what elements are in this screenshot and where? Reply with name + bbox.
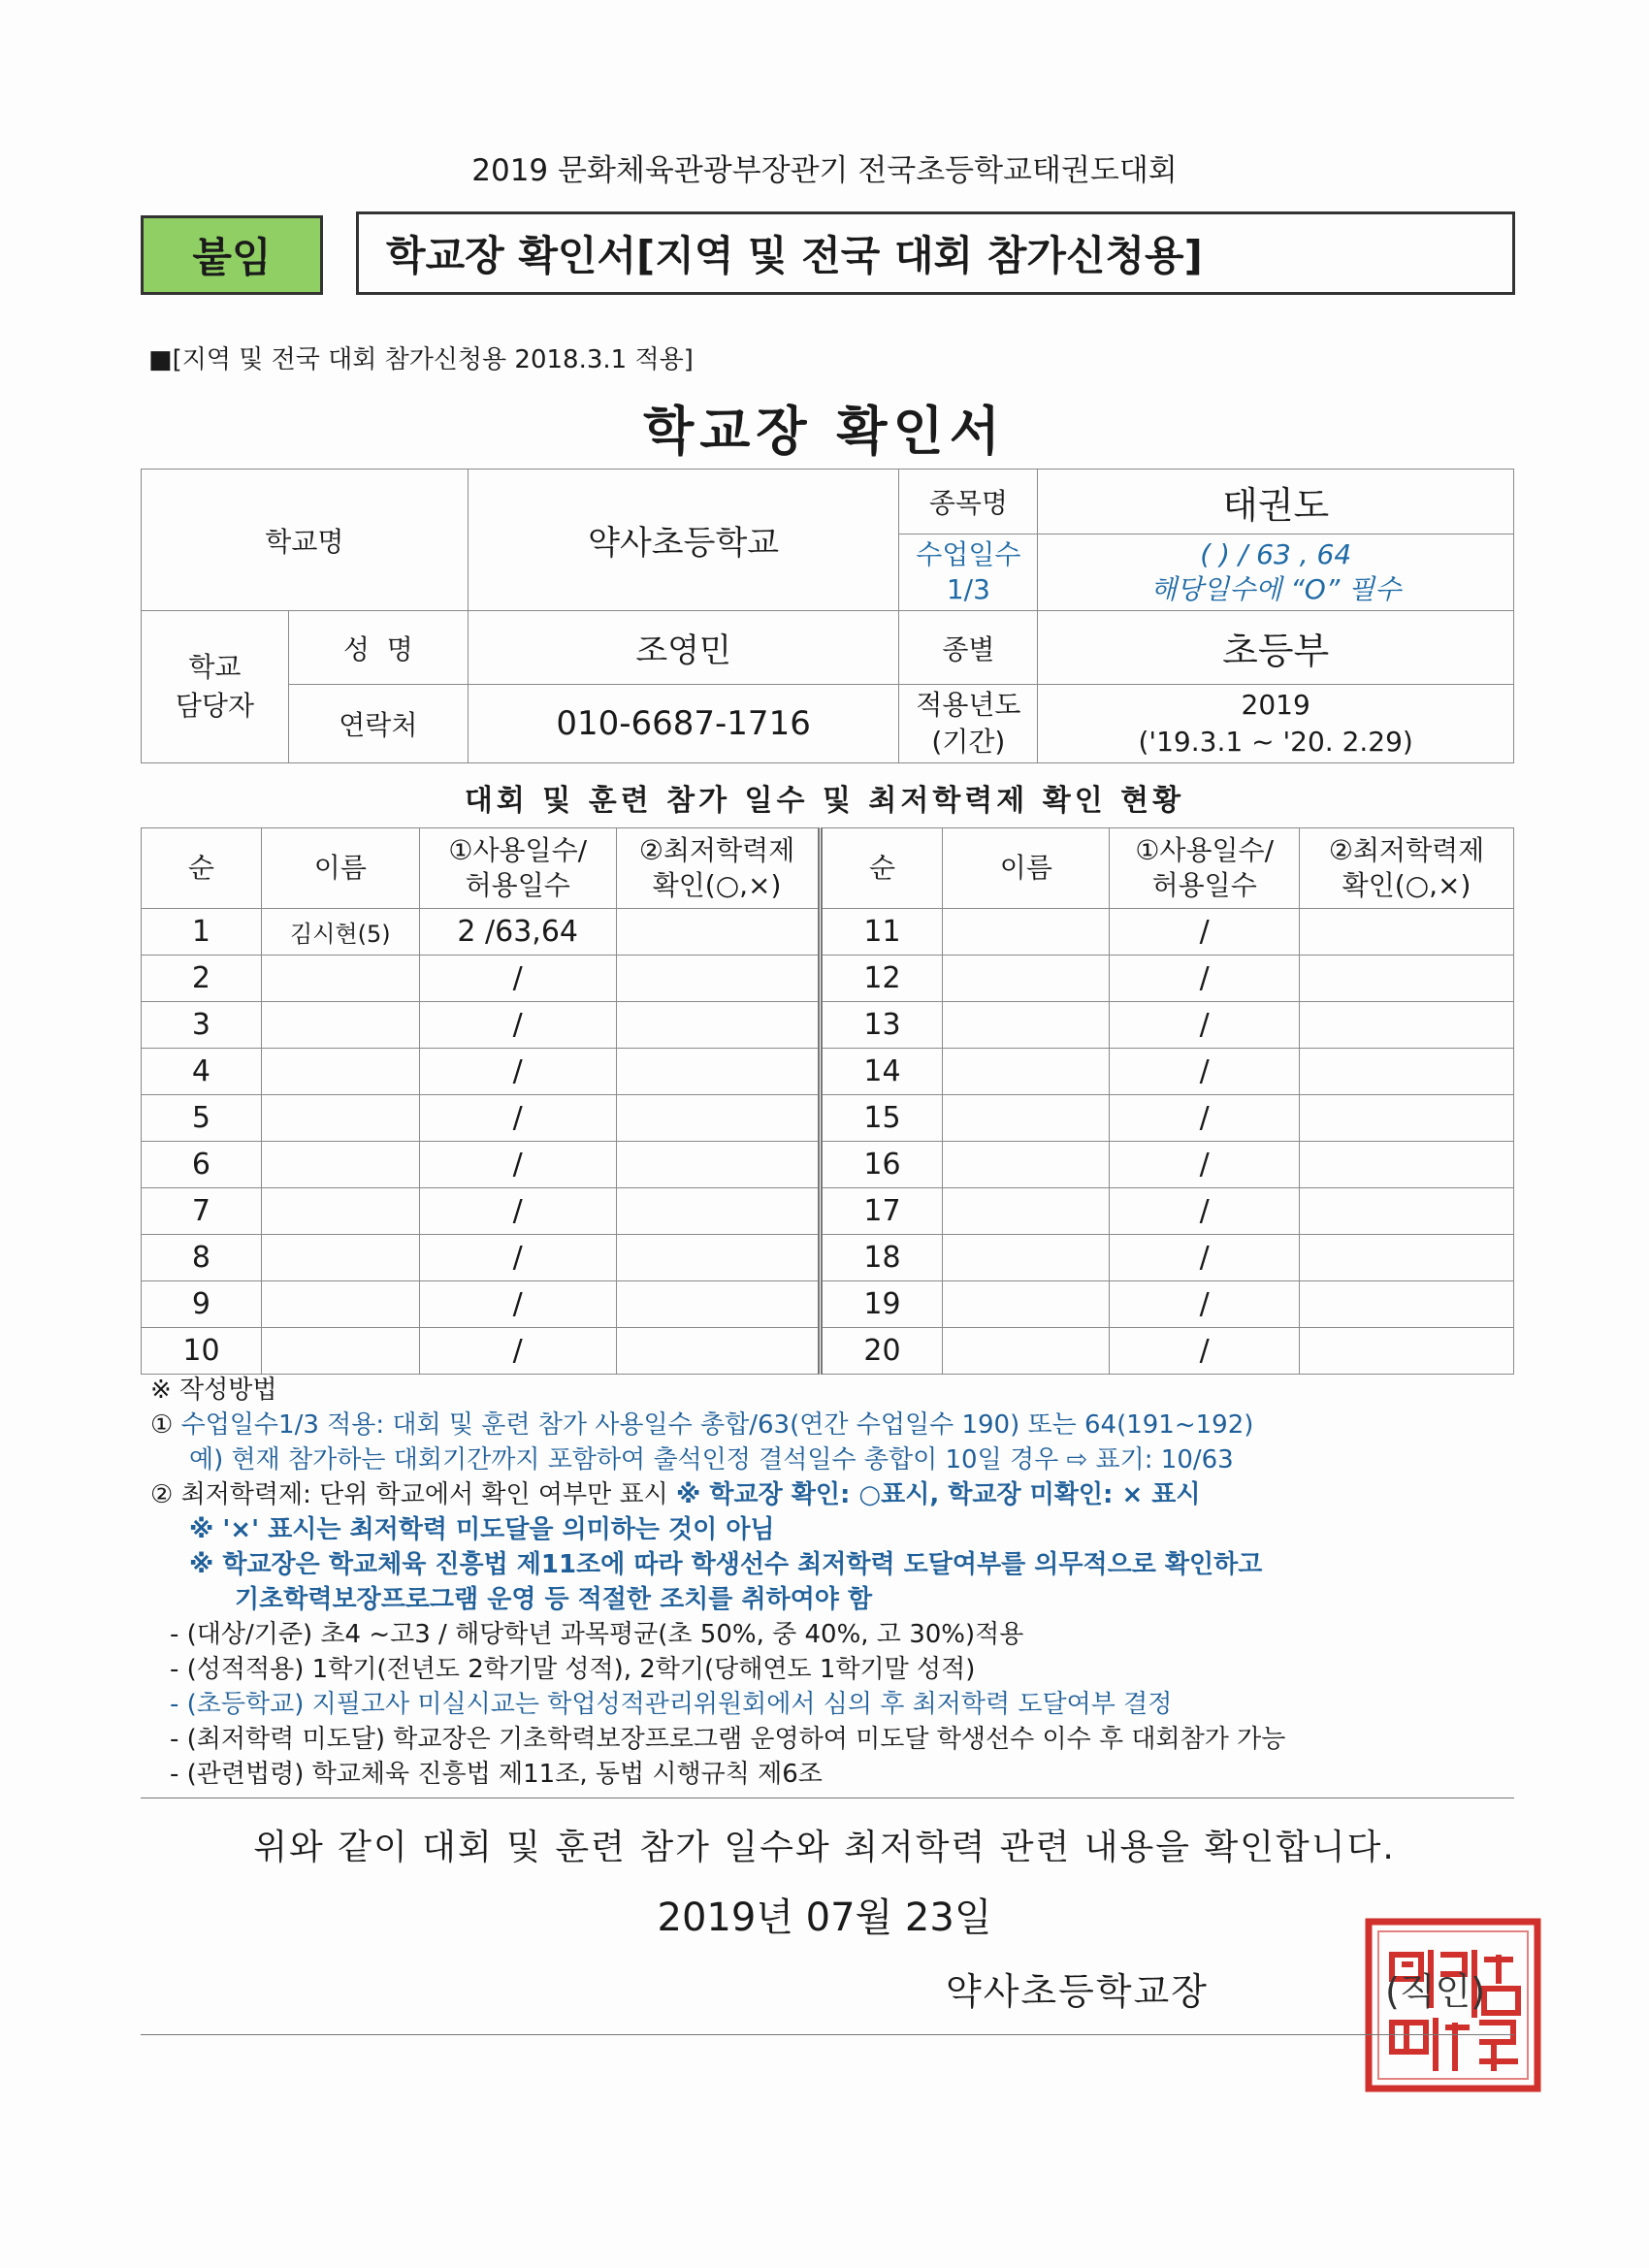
table-row <box>142 1095 1514 1142</box>
school-manager-label-line1: 학교 <box>188 651 242 683</box>
principal-signature-label: 약사초등학교장 <box>946 1970 1209 2013</box>
instructions-heading: ※ 작성방법 <box>150 1376 277 1405</box>
col-header-days-line2: 허용일수 <box>465 869 570 901</box>
used-days: / <box>1110 956 1300 1002</box>
row-number: 18 <box>820 1235 943 1281</box>
student-name <box>943 1281 1110 1328</box>
student-name <box>943 909 1110 956</box>
used-days: / <box>1110 1049 1300 1095</box>
seal-label: (직인) <box>1385 1970 1486 2013</box>
minimum-check <box>616 1281 820 1328</box>
used-days: / <box>419 1142 616 1188</box>
student-name <box>943 1235 1110 1281</box>
used-days: / <box>1110 1235 1300 1281</box>
instruction-4-cont: 기초학력보장프로그램 운영 등 적절한 조치를 취하여야 함 <box>235 1585 873 1614</box>
school-name-value: 약사초등학교 <box>468 470 899 611</box>
apply-year-value-line2: ('19.3.1 ~ '20. 2.29) <box>1138 726 1413 758</box>
instruction-2-number: ② <box>150 1480 174 1509</box>
student-name <box>261 1095 419 1142</box>
minimum-check <box>616 1235 820 1281</box>
table-row <box>142 1049 1514 1095</box>
used-days: / <box>419 1049 616 1095</box>
col-header-minimum-line1: ②최저학력제 <box>638 834 795 866</box>
col-header-no: 순 <box>142 828 262 909</box>
row-number: 6 <box>142 1142 262 1188</box>
minimum-check <box>1300 1002 1514 1049</box>
confirm-statement: 위와 같이 대회 및 훈련 참가 일수와 최저학력 관련 내용을 확인합니다. <box>253 1828 1396 1867</box>
class-days-label-line2: 1/3 <box>946 573 990 605</box>
student-name <box>261 1235 419 1281</box>
table-row <box>142 1281 1514 1328</box>
row-number: 4 <box>142 1049 262 1095</box>
used-days: 2 /63,64 <box>419 909 616 956</box>
instruction-1-text: 수업일수1/3 적용: 대회 및 훈련 참가 사용일수 총합/63(연간 수업일수 190) 또는 64(191~192) <box>180 1410 1254 1440</box>
class-days-value-line1: ( ) / 63 , 64 <box>1200 538 1352 570</box>
school-name-label: 학교명 <box>142 470 469 611</box>
used-days: / <box>1110 1328 1300 1375</box>
writing-instructions <box>150 1373 1528 1792</box>
row-number: 15 <box>820 1095 943 1142</box>
student-name <box>943 1049 1110 1095</box>
row-number: 20 <box>820 1328 943 1375</box>
division-label: 종별 <box>899 611 1038 685</box>
instruction-1-number: ① <box>150 1410 174 1440</box>
student-name: 김시현(5) <box>261 909 419 956</box>
contact-label: 연락처 <box>288 685 468 763</box>
col-header-minimum-line2: 확인(○,×) <box>1342 869 1471 901</box>
row-number: 11 <box>820 909 943 956</box>
col-header-days-line1: ①사용일수/ <box>448 834 588 866</box>
class-days-label-line1: 수업일수 <box>916 538 1021 570</box>
student-name <box>261 1281 419 1328</box>
col-header-no: 순 <box>820 828 943 909</box>
detail-target: - (대상/기준) 초4 ~고3 / 해당학년 과목평균(초 50%, 중 40%, 고 30%)적용 <box>170 1620 1024 1649</box>
student-name <box>943 1142 1110 1188</box>
form-usage-note: ■[지역 및 전국 대회 참가신청용 2018.3.1 적용] <box>148 345 694 374</box>
col-header-name: 이름 <box>261 828 419 909</box>
apply-year-label-line2: (기간) <box>931 726 1006 758</box>
row-number: 19 <box>820 1281 943 1328</box>
col-header-days-line2: 허용일수 <box>1151 869 1257 901</box>
col-header-days <box>419 828 616 909</box>
sport-value: 태권도 <box>1038 470 1514 535</box>
used-days: / <box>419 1328 616 1375</box>
minimum-check <box>1300 1281 1514 1328</box>
apply-year-value-line1: 2019 <box>1241 689 1310 721</box>
division-value: 초등부 <box>1038 611 1514 685</box>
row-number: 2 <box>142 956 262 1002</box>
instruction-3: ※ '×' 표시는 최저학력 미도달을 의미하는 것이 아님 <box>189 1515 775 1544</box>
col-header-minimum <box>616 828 820 909</box>
used-days: / <box>419 1188 616 1235</box>
student-name <box>261 1049 419 1095</box>
school-info-table <box>141 469 1514 763</box>
attachment-badge: 붙임 <box>141 215 323 295</box>
table-row <box>142 1188 1514 1235</box>
student-name <box>943 1095 1110 1142</box>
row-number: 3 <box>142 1002 262 1049</box>
row-number: 17 <box>820 1188 943 1235</box>
apply-year-label <box>899 685 1038 763</box>
used-days: / <box>419 1095 616 1142</box>
instruction-1 <box>150 1408 1528 1442</box>
used-days: / <box>1110 909 1300 956</box>
row-number: 14 <box>820 1049 943 1095</box>
manager-name-label: 성 명 <box>288 611 468 685</box>
manager-name-value: 조영민 <box>468 611 899 685</box>
student-name <box>943 1002 1110 1049</box>
student-name <box>261 1002 419 1049</box>
table-row <box>142 909 1514 956</box>
participation-table <box>141 827 1514 1375</box>
minimum-check <box>1300 1095 1514 1142</box>
row-number: 5 <box>142 1095 262 1142</box>
used-days: / <box>419 1281 616 1328</box>
instruction-2 <box>150 1477 1528 1512</box>
student-name <box>943 1328 1110 1375</box>
student-name <box>261 1328 419 1375</box>
minimum-check <box>1300 909 1514 956</box>
school-manager-label <box>142 611 289 763</box>
col-header-days-line1: ①사용일수/ <box>1135 834 1275 866</box>
minimum-check <box>616 1049 820 1095</box>
student-name <box>943 1188 1110 1235</box>
table-row <box>142 956 1514 1002</box>
instruction-1-example: 예) 현재 참가하는 대회기간까지 포함하여 출석인정 결석일수 총합이 10일 경우 ⇨ 표기: 10/63 <box>189 1445 1234 1474</box>
row-number: 7 <box>142 1188 262 1235</box>
row-number: 10 <box>142 1328 262 1375</box>
student-name <box>261 1188 419 1235</box>
class-days-value-line2: 해당일수에 “O” 필수 <box>1150 573 1402 605</box>
event-title: 2019 문화체육관광부장관기 전국초등학교태권도대회 <box>471 153 1178 188</box>
row-number: 1 <box>142 909 262 956</box>
row-number: 9 <box>142 1281 262 1328</box>
minimum-check <box>1300 1328 1514 1375</box>
row-number: 12 <box>820 956 943 1002</box>
instruction-2-text: 최저학력제: 단위 학교에서 확인 여부만 표시 <box>180 1480 668 1509</box>
minimum-check <box>1300 1235 1514 1281</box>
class-days-value <box>1038 535 1514 611</box>
used-days: / <box>419 1235 616 1281</box>
minimum-check <box>616 1002 820 1049</box>
row-number: 13 <box>820 1002 943 1049</box>
detail-law: - (관련법령) 학교체육 진흥법 제11조, 동법 시행규칙 제6조 <box>170 1760 823 1789</box>
row-number: 8 <box>142 1235 262 1281</box>
apply-year-value <box>1038 685 1514 763</box>
sport-label: 종목명 <box>899 470 1038 535</box>
used-days: / <box>1110 1095 1300 1142</box>
row-number: 16 <box>820 1142 943 1188</box>
col-header-days <box>1110 828 1300 909</box>
minimum-check <box>616 1095 820 1142</box>
form-title-box: 학교장 확인서[지역 및 전국 대회 참가신청용] <box>356 211 1515 295</box>
minimum-check <box>616 956 820 1002</box>
apply-year-label-line1: 적용년도 <box>916 689 1021 721</box>
student-name <box>261 1142 419 1188</box>
detail-grades: - (성적적용) 1학기(전년도 2학기말 성적), 2학기(당해연도 1학기말 성적) <box>170 1655 976 1684</box>
minimum-check <box>1300 1049 1514 1095</box>
col-header-name: 이름 <box>943 828 1110 909</box>
contact-value: 010-6687-1716 <box>468 685 899 763</box>
minimum-check <box>616 1328 820 1375</box>
detail-below-minimum: - (최저학력 미도달) 학교장은 기초학력보장프로그램 운영하여 미도달 학생선수 이수 후 대회참가 가능 <box>170 1725 1286 1754</box>
class-days-label <box>899 535 1038 611</box>
used-days: / <box>1110 1142 1300 1188</box>
detail-elementary: - (초등학교) 지필고사 미실시교는 학업성적관리위원회에서 심의 후 최저학력 도달여부 결정 <box>170 1690 1173 1719</box>
minimum-check <box>1300 1142 1514 1188</box>
table-row <box>142 1235 1514 1281</box>
minimum-check <box>1300 956 1514 1002</box>
table-row <box>142 1142 1514 1188</box>
school-manager-label-line2: 담당자 <box>175 690 255 722</box>
used-days: / <box>419 956 616 1002</box>
instruction-4: ※ 학교장은 학교체육 진흥법 제11조에 따라 학생선수 최저학력 도달여부를 의무적으로 확인하고 <box>189 1550 1263 1579</box>
minimum-check <box>1300 1188 1514 1235</box>
instruction-2-mark-guide: ※ 학교장 확인: ○표시, 학교장 미확인: × 표시 <box>676 1480 1201 1509</box>
table-row <box>142 1002 1514 1049</box>
student-name <box>261 956 419 1002</box>
col-header-minimum-line2: 확인(○,×) <box>652 869 782 901</box>
minimum-check <box>616 1142 820 1188</box>
minimum-check <box>616 909 820 956</box>
bottom-divider <box>141 2034 1514 2035</box>
student-name <box>943 956 1110 1002</box>
minimum-check <box>616 1188 820 1235</box>
confirm-date: 2019년 07월 23일 <box>657 1895 992 1940</box>
col-header-minimum <box>1300 828 1514 909</box>
used-days: / <box>1110 1281 1300 1328</box>
used-days: / <box>419 1002 616 1049</box>
page-title: 학교장 확인서 <box>643 401 1006 462</box>
table-row <box>142 1328 1514 1375</box>
used-days: / <box>1110 1002 1300 1049</box>
used-days: / <box>1110 1188 1300 1235</box>
col-header-minimum-line1: ②최저학력제 <box>1328 834 1485 866</box>
section-title: 대회 및 훈련 참가 일수 및 최저학력제 확인 현황 <box>464 784 1185 818</box>
